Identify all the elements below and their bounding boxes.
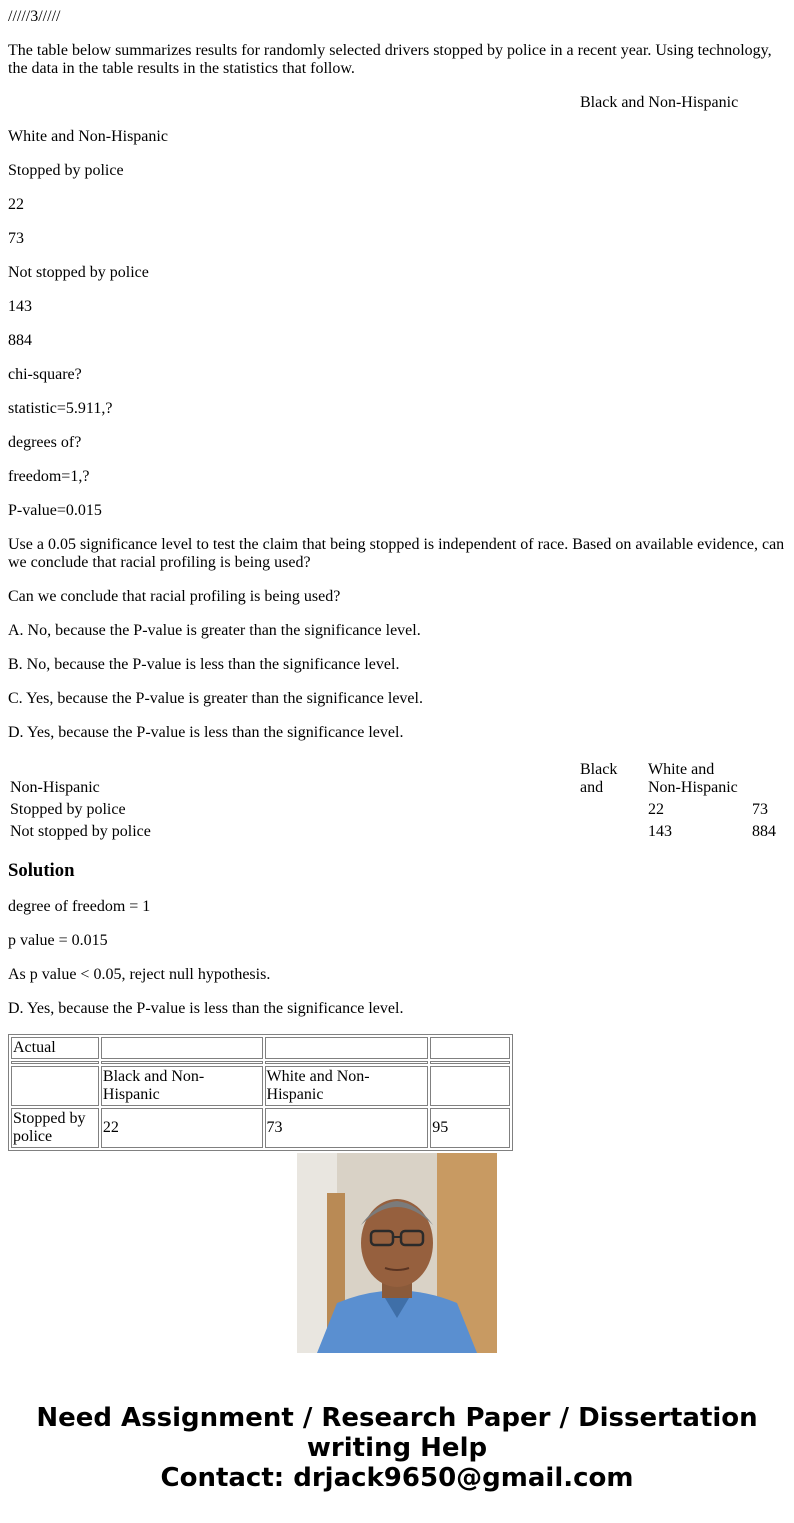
summary-row-label: Stopped by police <box>10 801 126 818</box>
option-a: A. No, because the P-value is greater than the significance level. <box>8 622 421 639</box>
banner-line-3: Contact: drjack9650@gmail.com <box>160 1463 634 1493</box>
stat-degrees: degrees of? <box>8 434 82 451</box>
summary-header-row-label: Non-Hispanic <box>10 779 100 796</box>
value-stopped-black: 22 <box>8 196 24 213</box>
document-body <box>8 0 786 1145</box>
question-intro: The table below summarizes results for randomly selected drivers stopped by police in a recent year. Using technology, the data in the table results in the statistics that follow. <box>8 42 772 77</box>
summary-cell-black: 22 <box>648 801 664 818</box>
page-marker: /////3///// <box>8 8 61 25</box>
question-sub-prompt: Can we conclude that racial profiling is being used? <box>8 588 341 605</box>
summary-cell-empty <box>579 800 645 820</box>
table-row <box>11 1066 510 1106</box>
solution-table-cell <box>11 1061 99 1064</box>
solution-table <box>8 1034 513 1151</box>
avatar <box>297 1153 497 1353</box>
table-row <box>11 1108 510 1148</box>
solution-cell-black: 22 <box>101 1108 263 1148</box>
summary-table <box>7 758 787 844</box>
solution-table-cell <box>430 1037 510 1059</box>
solution-line-p-value: p value = 0.015 <box>8 932 108 949</box>
option-b: B. No, because the P-value is less than the significance level. <box>8 656 400 673</box>
solution-table-cell <box>101 1037 263 1059</box>
summary-row-label: Not stopped by police <box>10 823 151 840</box>
stat-p-value: P-value=0.015 <box>8 502 102 519</box>
question-prompt: Use a 0.05 significance level to test the claim that being stopped is independent of race. Based on available evidence, can we conclude that racial profiling is being used? <box>8 536 785 571</box>
solution-cell-total: 95 <box>430 1108 510 1148</box>
summary-header-empty <box>751 760 785 798</box>
option-c: C. Yes, because the P-value is greater than the significance level. <box>8 690 423 707</box>
solution-header-black: Black and Non-Hispanic <box>101 1066 263 1106</box>
banner-line-2: writing Help <box>306 1433 488 1463</box>
solution-table-cell <box>430 1061 510 1064</box>
row-label-stopped: Stopped by police <box>8 162 124 179</box>
column-header-white: White and Non-Hispanic <box>8 128 168 145</box>
table-row <box>11 1037 510 1059</box>
solution-table-cell <box>101 1061 263 1064</box>
table-row-separator <box>11 1061 510 1064</box>
value-not-stopped-black: 143 <box>8 298 32 315</box>
stat-freedom: freedom=1,? <box>8 468 90 485</box>
summary-cell-black: 143 <box>648 823 672 840</box>
solution-table-cell <box>11 1066 99 1106</box>
value-not-stopped-white: 884 <box>8 332 32 349</box>
table-row <box>9 822 785 842</box>
solution-row-label: Stopped by police <box>11 1108 99 1148</box>
solution-header-white: White and Non-Hispanic <box>265 1066 429 1106</box>
solution-table-viewport <box>8 1034 513 1145</box>
solution-line-answer: D. Yes, because the P-value is less than the significance level. <box>8 1000 404 1017</box>
banner-line-1: Need Assignment / Research Paper / Dissertation <box>36 1403 758 1433</box>
solution-line-conclusion: As p value < 0.05, reject null hypothesis. <box>8 966 271 983</box>
value-stopped-white: 73 <box>8 230 24 247</box>
summary-cell-white: 73 <box>752 801 768 818</box>
summary-header-white: White and Non-Hispanic <box>648 761 738 796</box>
solution-cell-white: 73 <box>265 1108 429 1148</box>
summary-header-row <box>9 760 785 798</box>
contact-banner <box>0 1403 794 1493</box>
option-d: D. Yes, because the P-value is less than the significance level. <box>8 724 404 741</box>
stat-chi-square: chi-square? <box>8 366 82 383</box>
solution-table-title: Actual <box>11 1037 99 1059</box>
solution-line-dof: degree of freedom = 1 <box>8 898 151 915</box>
column-header-black: Black and Non-Hispanic <box>580 94 739 111</box>
solution-table-cell <box>265 1037 429 1059</box>
table-row <box>9 800 785 820</box>
stat-statistic: statistic=5.911,? <box>8 400 113 417</box>
solution-table-cell <box>430 1066 510 1106</box>
solution-table-cell <box>265 1061 429 1064</box>
solution-heading: Solution <box>8 860 75 881</box>
avatar-portrait <box>297 1153 497 1353</box>
row-label-not-stopped: Not stopped by police <box>8 264 149 281</box>
summary-cell-empty <box>579 822 645 842</box>
summary-header-black: Black and <box>580 761 618 796</box>
summary-cell-white: 884 <box>752 823 776 840</box>
